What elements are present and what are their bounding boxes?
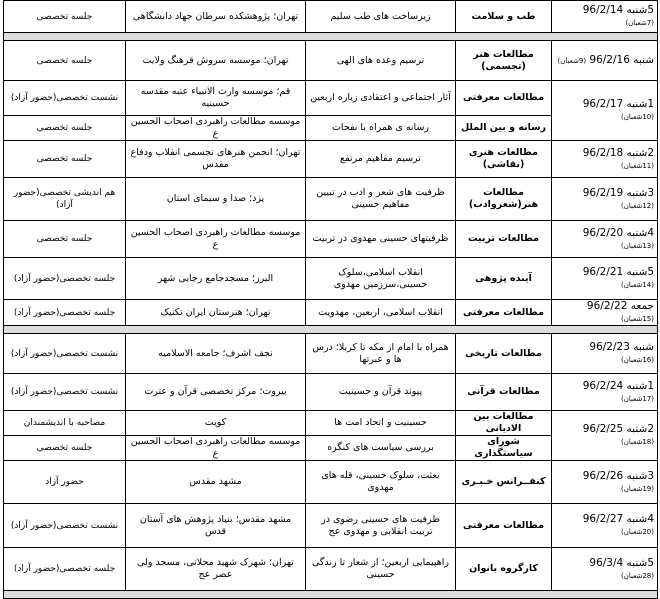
field-cell: مطالعات قرآنی: [456, 374, 552, 411]
session-row: [4, 300, 658, 326]
topic-cell: آثار اجتماعی و اعتقادی زیاره اربعین: [306, 81, 456, 116]
session-row: [4, 1, 658, 33]
topic-cell: انقلاب اسلامی،سلوک حسینی،سرزمین مهدوی: [306, 258, 456, 300]
topic-cell: انقلاب اسلامی، اربعین، مهدویت: [306, 300, 456, 326]
date-text: جمعه 96/2/22: [586, 300, 654, 312]
schedule-table: [3, 0, 658, 599]
session-type-cell: جلسه تخصصی: [4, 41, 126, 81]
field-cell: مطالعات معرفتی: [456, 504, 552, 548]
field-cell: شورای سیاستگذاری: [456, 436, 552, 461]
session-row: [4, 41, 658, 81]
topic-cell: راهپیمایی اربعین؛ از شعار تا زندگی حسینی: [306, 548, 456, 591]
session-row: [4, 334, 658, 374]
topic-cell: ظرفیت های حسینی رضوی در تربیت انقلابی و مهدوی عج: [306, 504, 456, 548]
session-row: [4, 548, 658, 591]
field-cell: آینده پژوهی: [456, 258, 552, 300]
session-type-cell: نشست تخصصی(حضور آزاد): [4, 504, 126, 548]
session-row: [4, 178, 658, 221]
date-cell: [552, 300, 658, 326]
date-text: 4شنبه 96/2/20: [582, 226, 654, 239]
venue-cell: کویت: [126, 411, 306, 436]
venue-cell: تهران؛ موسسه سروش قرهنگ ولایت: [126, 41, 306, 81]
field-cell: رسانه و بین الملل: [456, 116, 552, 141]
date-text: 4شنبه 96/2/27: [582, 513, 654, 525]
venue-cell: تهران؛ پژوهشکده سرطان جهاد دانشگاهی: [126, 1, 306, 33]
date-cell: [552, 461, 658, 504]
shaban-date-note: (17شعبان): [620, 394, 654, 403]
topic-cell: بعثت، سلوک حسینی، قله های مهدوی: [306, 461, 456, 504]
topic-cell: ظرفیت های شعر و ادب در تبیین مفاهیم حسینی: [306, 178, 456, 221]
shaban-date-note: (14شعبان): [620, 281, 654, 289]
date-text: 1شنبه 96/2/24: [582, 379, 654, 392]
date-text: 5شنبه 96/2/14: [582, 4, 654, 16]
schedule-body: [4, 1, 658, 599]
date-text: شنبه 96/2/23: [589, 341, 654, 353]
venue-cell: تهران؛ انجمن هنرهای تجسمی انقلاب ودفاع مقدس: [126, 141, 306, 178]
venue-cell: موسسه مطالعات راهبردی اصحاب الحسین ع: [126, 116, 306, 141]
venue-cell: نجف اشرف؛ جامعه الاسلامیه: [126, 334, 306, 374]
field-cell: مطالعات معرفتی: [456, 81, 552, 116]
session-type-cell: حضور آزاد: [4, 461, 126, 504]
venue-cell: قم؛ موسسه وارث الانبیاء عتبه مقدسه حسینیه: [126, 81, 306, 116]
field-cell: مطالعات هنری (نقاشی): [456, 141, 552, 178]
shaban-date-note: (10شعبان): [620, 113, 654, 121]
section-separator: [4, 591, 658, 599]
field-cell: طب و سلامت: [456, 1, 552, 33]
topic-cell: بررسی سیاست های کنگره: [306, 436, 456, 461]
date-cell: [552, 504, 658, 548]
session-row: [4, 81, 658, 116]
session-row: [4, 221, 658, 258]
date-text: 5شنبه 96/2/21: [582, 266, 654, 278]
shaban-date-note: (11شعبان): [620, 161, 654, 170]
session-type-cell: مصاحبه با اندیشمندان: [4, 411, 126, 436]
session-type-cell: جلسه تخصصی: [4, 141, 126, 178]
date-cell: [552, 178, 658, 221]
shaban-date-note: (7شعبان): [625, 19, 654, 27]
venue-cell: تهران؛ هنرستان ایران تکنیک: [126, 300, 306, 326]
shaban-date-note: (16شعبان): [620, 356, 654, 364]
session-row: [4, 141, 658, 178]
session-type-cell: نشست تخصصی(حضور آزاد): [4, 334, 126, 374]
date-text: 2شنبه 96/2/18: [582, 146, 654, 159]
topic-cell: حسینیت و اتحاد امت ها: [306, 411, 456, 436]
venue-cell: یزد؛ صدا و سیمای استان: [126, 178, 306, 221]
date-cell: [552, 374, 658, 411]
date-cell: [552, 334, 658, 374]
venue-cell: بیروت؛ مرکز تخصصی قرآن و عترت: [126, 374, 306, 411]
session-row: [4, 504, 658, 548]
venue-cell: مشهد مقدس؛ بنیاد پژوهش های آستان قدس: [126, 504, 306, 548]
session-type-cell: جلسه تخصصی: [4, 221, 126, 258]
date-cell: [552, 81, 658, 141]
date-cell: [552, 221, 658, 258]
date-text: 1شنبه 96/2/17: [582, 98, 654, 110]
field-cell: مطالعات تاریخی: [456, 334, 552, 374]
topic-cell: پیوند قرآن و حسینیت: [306, 374, 456, 411]
section-separator: [4, 326, 658, 334]
section-separator: [4, 33, 658, 41]
field-cell: کارگروه بانوان: [456, 548, 552, 591]
session-type-cell: جلسه تخصصی: [4, 436, 126, 461]
venue-cell: تهران؛ شهرک شهید محلاتی، مسجد ولی عصر عج: [126, 548, 306, 591]
session-type-cell: جلسه تخصصی(حضور آزاد): [4, 258, 126, 300]
field-cell: مطالعات هنر (تجسمی): [456, 41, 552, 81]
topic-cell: ظرفیتهای حسینی مهدوی در تربیت: [306, 221, 456, 258]
session-row: [4, 461, 658, 504]
separator-cell: [4, 326, 658, 334]
session-row: [4, 411, 658, 436]
shaban-date-note: (18شعبان): [620, 438, 654, 446]
topic-cell: رسانه ی همراه با نفحات: [306, 116, 456, 141]
date-cell: [552, 548, 658, 591]
shaban-date-note: (15شعبان): [620, 315, 654, 323]
date-text: 3شنبه 96/2/26: [582, 469, 654, 482]
topic-cell: ترسیم وعده های الهی: [306, 41, 456, 81]
date-text: 5شنبه 96/3/4: [589, 556, 654, 569]
shaban-date-note: (20شعبان): [620, 528, 654, 536]
venue-cell: مشهد مقدس: [126, 461, 306, 504]
venue-cell: موسسه مطالعات راهبردی اصحاب الحسین ع: [126, 221, 306, 258]
field-cell: مطالعات معرفتی: [456, 300, 552, 326]
separator-cell: [4, 591, 658, 599]
field-cell: مطالعات بین الادیانی: [456, 411, 552, 436]
date-text: 3شنبه 96/2/19: [582, 186, 654, 199]
field-cell: مطالعات تربیت: [456, 221, 552, 258]
topic-cell: ترسیم مفاهیم مرتفع: [306, 141, 456, 178]
topic-cell: همراه با امام از مکه تا کربلا؛ درس ها و عبرتها: [306, 334, 456, 374]
field-cell: مطالعات هنر(شعروادب): [456, 178, 552, 221]
session-type-cell: جلسه تخصصی(حضور آزاد): [4, 300, 126, 326]
date-cell: [552, 1, 658, 33]
session-type-cell: جلسه تخصصی(حضور آزاد): [4, 548, 126, 591]
topic-cell: زیرساخت های طب سلیم: [306, 1, 456, 33]
shaban-date-note: (19شعبان): [620, 484, 654, 493]
date-text: شنبه 96/2/16: [589, 54, 654, 66]
shaban-date-note: (9شعبان): [557, 57, 587, 65]
field-cell: کنفــرانس خـبـری: [456, 461, 552, 504]
session-type-cell: جلسه تخصصی: [4, 1, 126, 33]
venue-cell: موسسه مطالعات راهبردی اصحاب الحسین ع: [126, 436, 306, 461]
session-row: [4, 374, 658, 411]
date-text: 2شنبه 96/2/25: [582, 423, 654, 435]
session-row: [4, 258, 658, 300]
session-type-cell: نشست تخصصی(حضور آزاد): [4, 374, 126, 411]
date-cell: [552, 141, 658, 178]
date-cell: [552, 258, 658, 300]
date-cell: [552, 411, 658, 461]
shaban-date-note: (28شعبان): [620, 571, 654, 580]
session-type-cell: نشست تخصصی(حضور آزاد): [4, 81, 126, 116]
session-type-cell: هم اندیشی تخصصی(حضور آزاد): [4, 178, 126, 221]
separator-cell: [4, 33, 658, 41]
shaban-date-note: (12شعبان): [620, 201, 654, 210]
shaban-date-note: (13شعبان): [620, 241, 654, 250]
venue-cell: البرز؛ مسجدجامع رجایی شهر: [126, 258, 306, 300]
date-cell: [552, 41, 658, 81]
session-type-cell: جلسه تخصصی: [4, 116, 126, 141]
